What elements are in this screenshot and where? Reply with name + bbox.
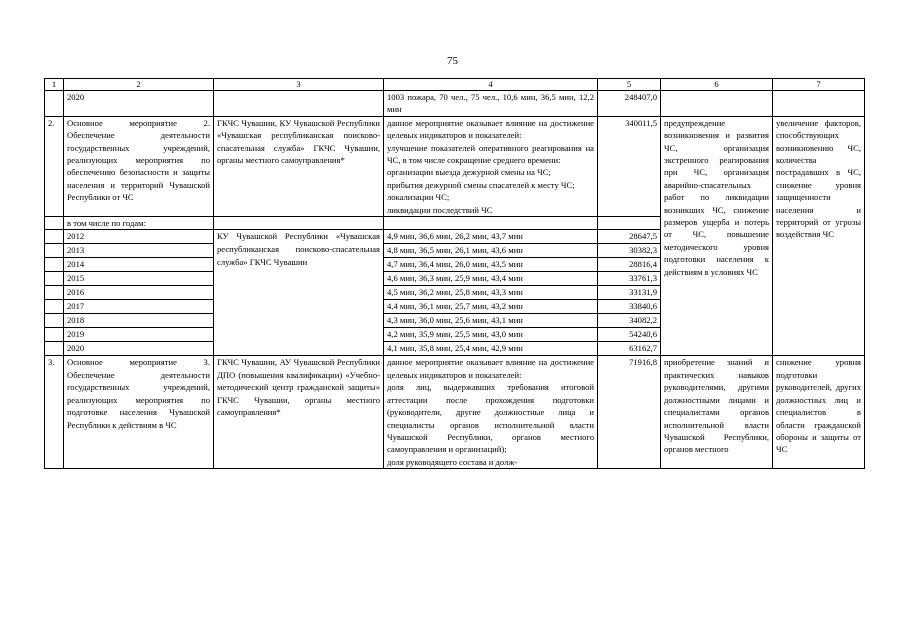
header-row [45,79,865,91]
year-cell: 2018 [64,314,214,328]
amount-cell: 33840,6 [598,300,661,314]
year-cell: 2012 [64,230,214,244]
indicator-cell: 4,3 мин, 36,0 мин, 25,6 мин, 43,1 мин [384,314,598,328]
amount-cell: 28816,4 [598,258,661,272]
indicator-cell: 4,4 мин, 36,1 мин, 25,7 мин, 43,2 мин [384,300,598,314]
year-cell: 2015 [64,272,214,286]
indicator-cell [384,116,598,216]
amount-cell: 248407,0 [598,91,661,117]
activity-name: Основное мероприятие 3. Обеспечение деятельности государственных учреждений, реализующих мероприятия по подготовке населения Чувашской Республики к действиям в ЧС [64,356,214,469]
years-executor-cell: КУ Чувашской Республики «Чувашская республиканская поисково-спасательная служба» ГКЧС Чувашии [214,230,384,356]
amount-cell: 34082,2 [598,314,661,328]
header-cell: 4 [384,79,598,91]
indicator-cell [384,356,598,469]
indicator-cell: 4,8 мин, 36,5 мин, 26,1 мин, 43,6 мин [384,244,598,258]
header-cell: 1 [45,79,64,91]
indicator-line: прибытия дежурной смены спасателей к месту ЧС; [387,179,575,190]
year-cell: 2017 [64,300,214,314]
amount-cell: 30382,3 [598,244,661,258]
table-row [45,91,865,117]
program-table [44,78,865,469]
by-years-label: в том числе по годам: [64,217,214,230]
amount-cell: 71916,8 [598,356,661,469]
row-number: 2. [45,116,64,216]
indicator-line: локализации ЧС; [387,192,450,203]
row-number: 3. [45,356,64,469]
header-cell: 6 [661,79,773,91]
risk-cell: увеличение факторов, способствующих возникновению ЧС, количества пострадавших в ЧС, снижение уровня защищенности населения и территорий от угрозы воздействия ЧС [773,116,865,356]
table-row [45,356,865,469]
page-number: 75 [447,55,458,67]
header-cell: 3 [214,79,384,91]
header-cell: 2 [64,79,214,91]
indicator-line: доля руководящего состава и долж- [387,456,518,467]
header-cell: 5 [598,79,661,91]
header-cell: 7 [773,79,865,91]
indicator-line: организации выезда дежурной смены на ЧС; [387,167,551,178]
indicator-line: данное мероприятие оказывает влияние на достижение целевых индикаторов и показателей: [387,117,594,141]
amount-cell: 54240,6 [598,328,661,342]
amount-cell: 33131,9 [598,286,661,300]
indicator-cell: 4,2 мин, 35,9 мин, 25,5 мин, 43,0 мин [384,328,598,342]
indicator-cell: 4,6 мин, 36,3 мин, 25,9 мин, 43,4 мин [384,272,598,286]
indicator-cell: 4,1 мин, 35,8 мин, 25,4 мин, 42,9 мин [384,342,598,356]
indicator-cell: 4,5 мин, 36,2 мин, 25,8 мин, 43,3 мин [384,286,598,300]
indicator-line: данное мероприятие оказывает влияние на достижение целевых индикаторов и показателей: [387,357,594,380]
executor-cell: ГКЧС Чувашии, АУ Чувашской Республики ДПО (повышения квалификации) «Учебно-методический центр гражданской защиты» ГКЧС Чувашии, органы местного самоуправления* [214,356,384,469]
amount-cell: 63162,7 [598,342,661,356]
year-cell: 2019 [64,328,214,342]
indicator-line: ликвидации последствий ЧС [387,204,493,215]
risk-cell: снижение уровня подготовки руководителей, других должностных лиц и специалистов в области гражданской обороны и защиты от ЧС [773,356,865,469]
year-cell: 2016 [64,286,214,300]
indicator-cell: 4,7 мин, 36,4 мин, 26,0 мин, 43,5 мин [384,258,598,272]
activity-name: Основное мероприятие 2. Обеспечение деятельности государственных учреждений, реализующих мероприятия по обеспечению безопасности и защиты населения и территорий Чувашской Республики от ЧС [64,116,214,216]
table-row [45,116,865,216]
indicator-cell: 4,9 мин, 36,6 мин, 26,2 мин, 43,7 мин [384,230,598,244]
expected-result-cell: приобретение знаний и практических навыков руководителями, другими должностными лицами и специалистами органов исполнительной власти Чувашской Республики, органов местного [661,356,773,469]
indicator-cell: 1003 пожара, 70 чел., 75 чел., 10,6 мин, 36,5 мин, 12,2 мин [384,91,598,117]
amount-cell: 33761,3 [598,272,661,286]
indicator-line: доля лиц, выдержавших требования итоговой аттестации после прохождения подготовки (руководители, другие должностные лица и специалисты органов исполнительной власти Чувашской Республики, органов местного самоуправления и организаций); [387,382,594,455]
year-cell: 2013 [64,244,214,258]
amount-cell: 28647,5 [598,230,661,244]
executor-cell: ГКЧС Чувашии, КУ Чувашской Республики «Чувашская республиканская поисково-спасательная служба» ГКЧС Чувашии, органы местного самоуправления* [214,116,384,216]
year-cell: 2020 [64,342,214,356]
year-cell: 2020 [64,91,214,117]
amount-cell: 340011,5 [598,116,661,216]
indicator-line: улучшение показателей оперативного реагирования на ЧС, в том числе сокращение среднего времени: [387,142,594,166]
expected-result-cell: предупреждение возникновения и развития ЧС, организация экстренного реагирования при ЧС, организация аварийно-спасательных работ по ликвидации возникших ЧС, снижение размеров ущерба и потерь от ЧС, повышение методического уровня подготовки населения к действиям в условиях ЧС [661,116,773,356]
year-cell: 2014 [64,258,214,272]
